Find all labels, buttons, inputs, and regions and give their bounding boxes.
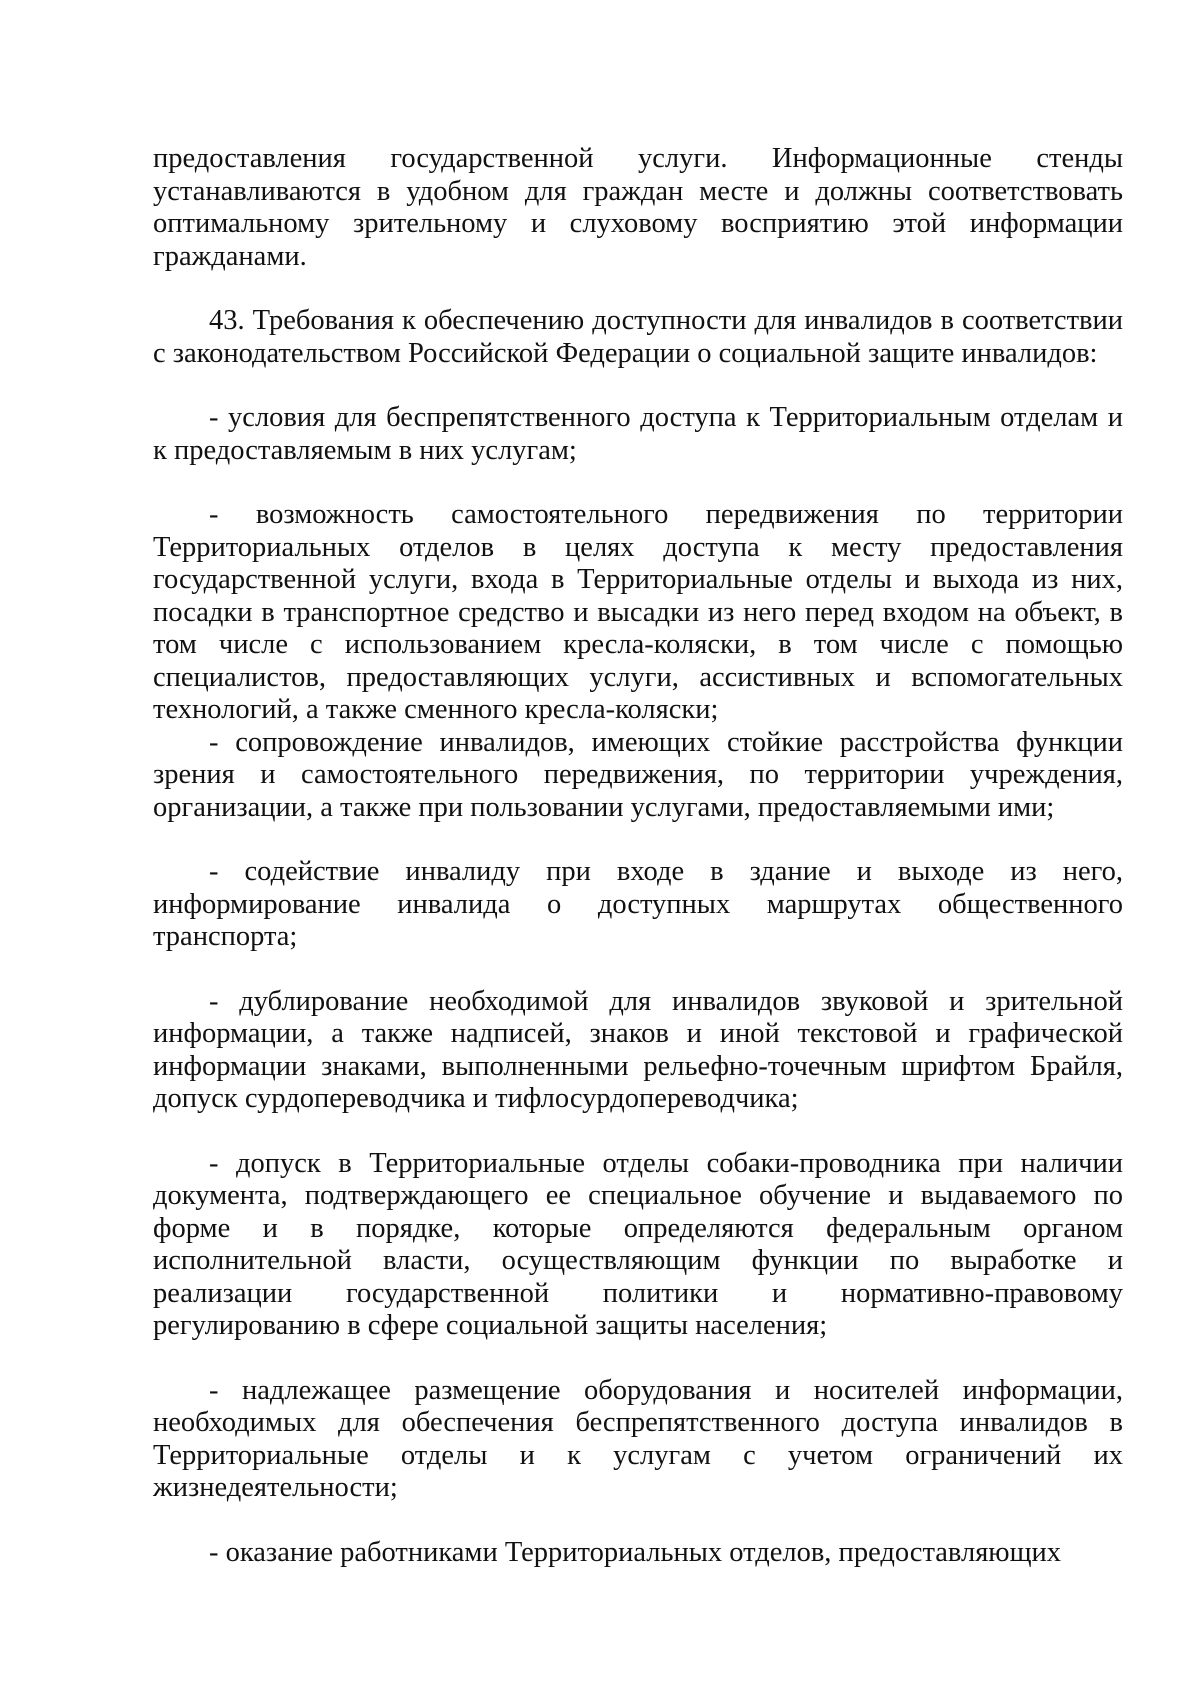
- list-item-entry-assistance: - содействие инвалиду при входе в здание и выходе из него, информирование инвалида о доступных маршрутах общественного транспорта;: [153, 856, 1123, 952]
- document-body: [153, 143, 1123, 1569]
- list-item-guide-dog-admission: - допуск в Территориальные отделы собаки-проводника при наличии документа, подтверждающего ее специальное обучение и выдаваемого по форме и в порядке, которые определяются федеральным органом исполнительной власти, осуществляющим функции по выработке и реализации государственной политики и нормативно-правовому регулированию в сфере социальной защиты населения;: [153, 1147, 1123, 1341]
- list-item-independent-movement: - возможность самостоятельного передвижения по территории Территориальных отделов в целях доступа к месту предоставления государственной услуги, входа в Территориальные отделы и выхода из них, посадки в транспортное средство и высадки из него перед входом на объект, в том числе с использованием кресла-коляски, в том числе с помощью специалистов, предоставляющих услуги, ассистивных и вспомогательных технологий, а также сменного кресла-коляски;: [153, 499, 1123, 725]
- list-item-information-duplication: - дублирование необходимой для инвалидов звуковой и зрительной информации, а также надписей, знаков и иной текстовой и графической информации знаками, выполненными рельефно-точечным шрифтом Брайля, допуск сурдопереводчика и тифлосурдопереводчика;: [153, 985, 1123, 1114]
- list-item-staff-assistance: - оказание работниками Территориальных отделов, предоставляющих: [209, 1536, 1062, 1568]
- paragraph-info-stands-continuation: предоставления государственной услуги. Информационные стенды устанавливаются в удобном для граждан месте и должны соответствовать оптимальному зрительному и слуховому восприятию этой информации гражданами.: [153, 143, 1123, 272]
- paragraph-43-accessibility-requirements: 43. Требования к обеспечению доступности для инвалидов в соответствии с законодательством Российской Федерации о социальной защите инвалидов:: [153, 305, 1123, 369]
- list-item-unobstructed-access: - условия для беспрепятственного доступа к Территориальным отделам и к предоставляемым в них услугам;: [153, 402, 1123, 466]
- list-item-escort: - сопровождение инвалидов, имеющих стойкие расстройства функции зрения и самостоятельного передвижения, по территории учреждения, организации, а также при пользовании услугами, предоставляемыми ими;: [153, 726, 1123, 823]
- list-item-equipment-placement: - надлежащее размещение оборудования и носителей информации, необходимых для обеспечения беспрепятственного доступа инвалидов в Территориальные отделы и к услугам с учетом ограничений их жизнедеятельности;: [153, 1374, 1123, 1503]
